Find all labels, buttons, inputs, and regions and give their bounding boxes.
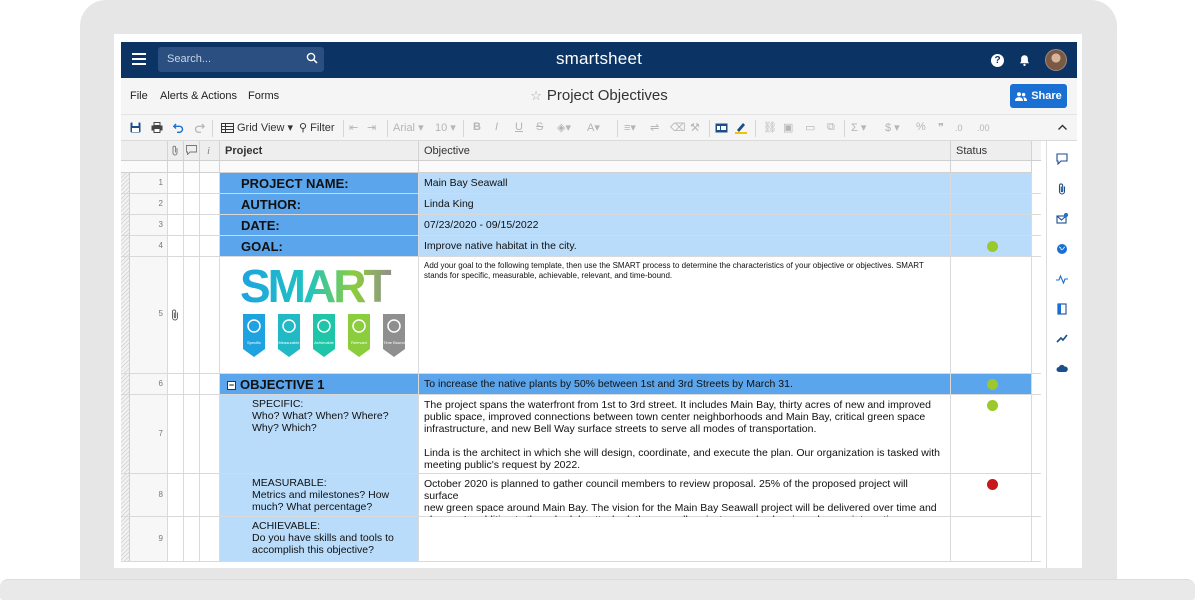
row-drag-handle[interactable] [121,173,130,193]
font-size-value: 10 [435,122,448,134]
project-cell[interactable] [220,257,419,373]
project-line: Why? Which? [252,422,317,434]
comment-cell[interactable] [184,215,200,235]
objective-line: infrastructure, and new Bell Way surface streets to serve all modes of transportation. [424,423,817,435]
objective-cell[interactable] [419,173,951,193]
smart-tags [243,314,405,357]
header-filler [220,161,419,173]
increase-decimal-button[interactable]: .00 [977,123,990,133]
row-number-text: 2 [158,199,163,208]
outdent-icon[interactable]: ⇤ [349,122,359,134]
objective-cell[interactable] [419,257,951,373]
row-number [130,395,168,473]
attachment-cell[interactable] [168,194,184,214]
objective-cell-text: To increase the native plants by 50% between 1st and 3rd Streets by March 31. [424,378,793,390]
project-cell[interactable] [220,194,419,214]
comment-cell[interactable] [184,257,200,373]
status-cell[interactable] [951,257,1032,373]
row-number [130,236,168,256]
conversations-icon[interactable] [1056,153,1068,165]
attachment-cell[interactable] [168,517,184,561]
menu-alerts-actions[interactable]: Alerts & Actions [160,90,238,102]
collapse-toggle-icon[interactable]: − [228,380,235,390]
share-button[interactable] [1010,84,1067,108]
objective-cell-text: Main Bay Seawall [424,177,508,189]
row-number [130,194,168,214]
table-row[interactable] [121,257,1041,374]
objective-line: public space, improved connections between town center neighborhoods and Main Bay, critical green space [424,411,926,423]
status-cell[interactable] [951,517,1032,561]
info-cell[interactable] [200,395,220,473]
attachments-icon[interactable] [1056,183,1068,195]
info-cell[interactable] [200,194,220,214]
row-number [130,374,168,394]
text-color-icon[interactable]: A▾ [587,122,600,134]
bold-button[interactable]: B [473,121,481,133]
objective-cell-text: Improve native habitat in the city. [424,240,577,252]
share-label: Share [1031,90,1062,102]
row-drag-handle[interactable] [121,374,130,394]
status-dot-green [987,241,998,252]
row-number-text: 3 [158,220,163,229]
indent-icon[interactable]: ⇥ [367,122,377,134]
top-nav-bar [121,42,1077,78]
strikethrough-button[interactable]: S [536,121,544,133]
project-line: accomplish this objective? [252,544,374,556]
bell-icon[interactable] [1018,54,1031,67]
row-drag-handle[interactable] [121,517,130,561]
table-row[interactable] [121,474,1041,517]
project-line: MEASURABLE: [252,477,327,489]
grid-view-label: Grid View [237,122,285,134]
attachment-cell[interactable] [168,374,184,394]
project-line: much? What percentage? [252,501,373,513]
search-icon[interactable] [306,52,318,64]
project-line: SPECIFIC: [252,398,304,410]
objective-line: meeting public's request by 2022. [424,459,581,471]
proofing-icon[interactable]: ⧉ [827,121,835,133]
row-drag-handle[interactable] [121,257,130,373]
status-cell[interactable] [951,173,1032,193]
menu-file[interactable]: File [130,90,148,102]
row-number [130,215,168,235]
currency-label: $ [885,122,892,134]
percent-button[interactable]: % [916,121,926,133]
row-number-text: 5 [158,309,163,318]
card-view-icon[interactable] [715,123,728,133]
underline-button[interactable]: U [515,121,523,133]
info-cell[interactable] [200,257,220,373]
objective-cell[interactable] [419,374,951,394]
comments-column-icon[interactable] [184,141,200,161]
attachment-cell[interactable] [168,215,184,235]
comment-cell[interactable] [184,173,200,193]
nav-right [991,48,1067,72]
comment-cell[interactable] [184,474,200,516]
objective-cell[interactable] [419,215,951,235]
table-row[interactable] [121,395,1041,474]
header-filler [168,161,184,173]
clear-format-icon[interactable]: ⌫ [670,122,686,134]
project-cell-text: PROJECT NAME: [241,176,349,191]
smart-letters: SMART [240,260,389,312]
info-cell[interactable] [200,474,220,516]
link-icon[interactable]: ⛓ [763,122,777,134]
objective-cell-text: 07/23/2020 - 09/15/2022 [424,219,539,231]
currency-button[interactable]: $ ▾ [885,122,900,134]
search-input[interactable] [158,47,324,72]
attachment-cell[interactable] [168,395,184,473]
info-cell[interactable] [200,215,220,235]
project-line: Metrics and milestones? How [252,489,390,501]
automation-icon[interactable] [1056,333,1068,345]
comment-cell[interactable] [184,517,200,561]
status-dot-green [987,400,998,411]
project-cell[interactable] [220,474,419,516]
menu-row [121,78,1077,114]
font-family-value: Arial [393,122,416,134]
row-number-text: 4 [158,241,163,250]
project-line: Do you have skills and tools to [252,532,394,544]
print-icon[interactable] [151,122,163,133]
hamburger-icon[interactable] [132,53,146,65]
svg-text:Relevant: Relevant [351,340,367,345]
table-row[interactable] [121,215,1041,236]
publish-globe-icon[interactable] [1056,243,1068,255]
column-header-objective[interactable]: Objective [419,141,951,161]
wrap-icon[interactable]: ⇌ [650,122,660,134]
highlight-changes-icon[interactable] [735,121,747,134]
comment-icon[interactable]: ▭ [805,122,816,134]
image-icon[interactable]: ▣ [783,122,794,134]
row-number-text: 6 [158,379,163,388]
column-header-project[interactable]: Project [220,141,419,161]
objective-line-blank [424,435,945,447]
project-line: Who? What? When? Where? [252,410,389,422]
paperclip-icon[interactable] [170,309,180,321]
objective-line: new green space around Main Bay. The vision for the Main Bay Seawall project will be delivered over time and [424,502,937,514]
font-family-select[interactable]: Arial ▾ [393,122,424,134]
row-number-header [121,141,168,161]
attachment-cell[interactable] [168,236,184,256]
summary-icon[interactable] [1056,303,1068,315]
row-number [130,517,168,561]
redo-icon[interactable] [194,122,205,133]
svg-text:Measurable: Measurable [278,340,300,345]
row-drag-handle[interactable] [121,474,130,516]
help-icon[interactable]: ? [991,54,1004,67]
filter-button[interactable] [299,121,335,134]
grid-view-icon [221,123,234,133]
grid-view-dropdown[interactable]: Grid View ▾ [237,122,294,134]
thousands-button[interactable]: ❞ [938,122,944,134]
table-row[interactable] [121,374,1041,395]
comment-cell[interactable] [184,374,200,394]
project-cell-text: OBJECTIVE 1 [240,377,325,392]
status-cell[interactable] [951,474,1032,516]
info-cell[interactable] [200,374,220,394]
header-filler [184,161,200,173]
laptop-base [0,579,1195,600]
header-filler [200,161,220,173]
project-cell-text: GOAL: [241,239,283,254]
project-line: ACHIEVABLE: [252,520,321,532]
decrease-decimal-button[interactable]: .0 [955,123,963,133]
project-cell[interactable] [220,173,419,193]
app-screen [114,34,1082,568]
activity-log-icon[interactable] [1056,273,1068,285]
attachments-column-icon[interactable] [168,141,184,161]
objective-cell[interactable] [419,194,951,214]
update-requests-icon[interactable] [1056,213,1068,225]
status-cell[interactable] [951,236,1032,256]
proofing-cloud-icon[interactable] [1056,363,1068,375]
comment-cell[interactable] [184,194,200,214]
status-cell[interactable] [951,215,1032,235]
status-cell[interactable] [951,194,1032,214]
objective-cell[interactable] [419,236,951,256]
row-drag-handle[interactable] [121,395,130,473]
brand-logo: smartsheet [555,49,643,68]
filter-icon: ⚲ [299,122,308,134]
sheet-grid [121,141,1041,568]
project-cell[interactable] [220,395,419,473]
objective-line: The project spans the waterfront from 1st to 3rd street. It includes Main Bay, thirty acres of new and improved [424,399,931,411]
row-drag-handle[interactable] [121,194,130,214]
comment-cell[interactable] [184,395,200,473]
right-panel-rail [1046,141,1077,568]
sheet-title-text: Project Objectives [546,87,668,104]
italic-button[interactable]: I [495,121,499,133]
align-icon[interactable]: ≡▾ [624,122,636,134]
table-row[interactable] [121,517,1041,562]
row-number-text: 1 [158,178,163,187]
row-number-text: 9 [158,534,163,543]
project-cell-text: DATE: [241,218,280,233]
column-header-status[interactable]: Status [951,141,1032,161]
attachment-cell[interactable] [168,257,184,373]
table-row[interactable] [121,173,1041,194]
row-number [130,173,168,193]
objective-cell-text: Linda King [424,198,474,210]
row-number-text: 8 [158,490,163,499]
filter-label: Filter [310,122,335,134]
font-size-select[interactable]: 10 ▾ [435,122,456,134]
sheet-title [121,87,1077,104]
objective-cell[interactable] [419,517,951,561]
info-cell[interactable] [200,236,220,256]
row-number [130,257,168,373]
info-column-icon[interactable]: i [200,141,220,161]
info-cell[interactable] [200,173,220,193]
header-spacer [1032,141,1041,161]
header-filler [951,161,1032,173]
sum-button[interactable]: Σ ▾ [851,122,867,134]
header-filler [419,161,951,173]
attachment-cell[interactable] [168,173,184,193]
avatar[interactable] [1045,49,1067,71]
svg-text:Specific: Specific [246,340,262,345]
status-dot-green [987,379,998,390]
comment-cell[interactable] [184,236,200,256]
row-number-text: 7 [158,429,163,438]
table-row[interactable] [121,236,1041,257]
status-cell[interactable] [951,374,1032,394]
objective-line: Linda is the architect in which she will design, coordinate, and execute the plan. Our organization is tasked with [424,447,940,459]
undo-icon[interactable] [173,122,184,133]
row-drag-handle[interactable] [121,236,130,256]
menu-forms[interactable]: Forms [248,90,280,102]
formatting-toolbar [121,114,1077,141]
project-cell-text: AUTHOR: [241,197,301,212]
format-painter-icon[interactable]: ⚒ [690,122,700,134]
svg-text:Time Bound: Time Bound [383,340,405,345]
sum-label: Σ [851,122,858,134]
info-cell[interactable] [200,517,220,561]
favorite-star-icon[interactable]: ☆ [530,88,542,103]
row-number [130,474,168,516]
objective-cell[interactable] [419,474,951,516]
collapse-toolbar-icon[interactable] [1058,124,1067,130]
project-cell[interactable] [220,374,419,394]
project-cell[interactable] [220,517,419,561]
attachment-cell[interactable] [168,474,184,516]
project-cell[interactable] [220,236,419,256]
table-row[interactable] [121,194,1041,215]
svg-text:Achievable: Achievable [314,340,334,345]
fill-color-icon[interactable]: ◈▾ [557,122,571,134]
header-filler [121,161,168,173]
smart-goals-image [240,260,415,370]
project-cell[interactable] [220,215,419,235]
status-cell[interactable] [951,395,1032,473]
row-drag-handle[interactable] [121,215,130,235]
search-placeholder: Search... [167,53,212,65]
status-dot-red [987,479,998,490]
objective-line: October 2020 is planned to gather council members to review proposal. 25% of the proposed project will surface [424,478,908,502]
save-icon[interactable] [130,122,141,133]
people-icon [1015,92,1027,101]
objective-cell[interactable] [419,395,951,473]
objective-cell-text: Add your goal to the following template, then use the SMART process to determine the characteristics of your objective or objectives. SMART stands for specific, measurable, achievable, relevant, and time-bound. [424,261,924,280]
